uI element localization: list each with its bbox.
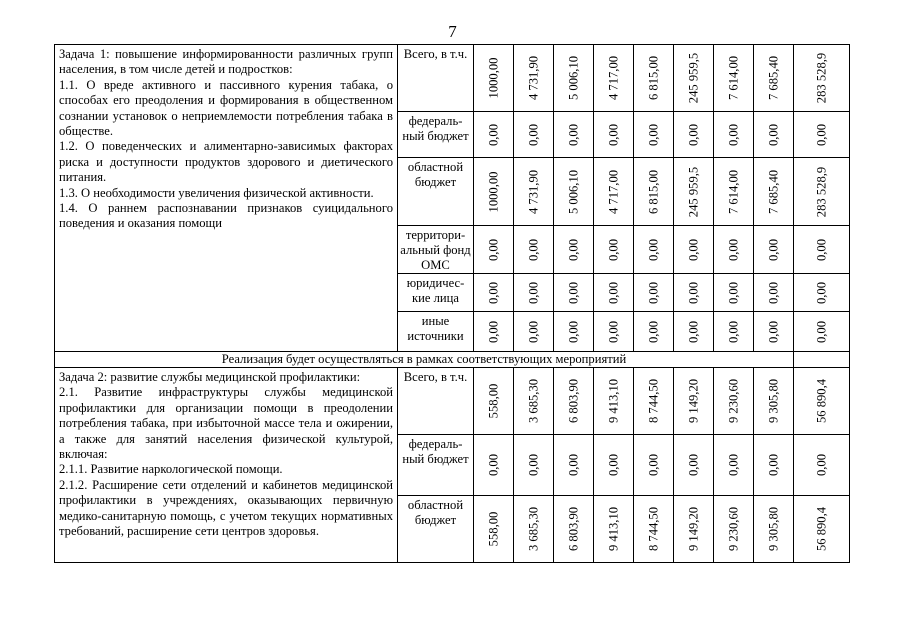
value-cell (514, 312, 554, 352)
value-text: 5 006,10 (566, 55, 580, 101)
value-cell (714, 274, 754, 312)
value-text: 9 305,80 (766, 506, 780, 552)
task2-description (55, 368, 398, 563)
value-text: 0,00 (606, 453, 620, 477)
task1-section (55, 45, 850, 352)
value-text: 0,00 (486, 238, 500, 261)
value-cell (594, 496, 634, 563)
value-text: 6 803,90 (566, 378, 580, 424)
value-text: 283 528,9 (814, 166, 828, 217)
value-text: 4 731,90 (526, 55, 540, 101)
funding-source-cell: юридичес-кие лица (398, 274, 474, 312)
value-text: 0,00 (486, 320, 500, 343)
value-cell (674, 45, 714, 112)
value-text: 0,00 (486, 123, 500, 146)
task2-section (55, 368, 850, 563)
value-cell (794, 45, 850, 112)
value-text: 0,00 (646, 281, 660, 304)
value-text: 0,00 (814, 123, 828, 146)
value-text: 0,00 (686, 238, 700, 261)
value-cell (594, 312, 634, 352)
value-cell (634, 496, 674, 563)
value-text: 3 685,30 (526, 378, 540, 424)
value-cell (634, 435, 674, 496)
value-cell (554, 158, 594, 226)
value-cell (474, 274, 514, 312)
value-text: 9 413,10 (606, 506, 620, 552)
value-cell (754, 274, 794, 312)
value-cell (634, 274, 674, 312)
value-text: 3 685,30 (526, 506, 540, 552)
value-cell (714, 45, 754, 112)
value-text: 0,00 (686, 320, 700, 343)
value-cell (594, 226, 634, 274)
value-cell (674, 226, 714, 274)
value-text: 1000,00 (486, 171, 500, 212)
value-cell (754, 435, 794, 496)
value-text: 0,00 (566, 123, 580, 146)
value-cell (594, 368, 634, 435)
budget-table (54, 44, 850, 563)
value-cell (554, 112, 594, 158)
value-cell (474, 112, 514, 158)
funding-source-cell: федераль-ный бюджет (398, 112, 474, 158)
funding-source-cell: территори-альный фонд ОМС (398, 226, 474, 274)
value-text: 0,00 (726, 238, 740, 261)
funding-source-cell: областной бюджет (398, 496, 474, 563)
value-cell (674, 274, 714, 312)
value-text: 6 803,90 (566, 506, 580, 552)
value-cell (794, 226, 850, 274)
value-text: 0,00 (526, 123, 540, 146)
value-text: 0,00 (814, 238, 828, 261)
value-cell (754, 368, 794, 435)
value-text: 5 006,10 (566, 169, 580, 214)
funding-source-cell: областной бюджет (398, 158, 474, 226)
value-text: 558,00 (486, 511, 500, 547)
separator-row (55, 352, 850, 368)
value-text: 0,00 (606, 320, 620, 343)
budget-row (55, 45, 850, 112)
value-cell (474, 226, 514, 274)
value-cell (794, 274, 850, 312)
task-line: 1.2. О поведенческих и алиментарно-зависимых факторах риска и доступности продуктов здорового и диетического питания. (59, 139, 393, 185)
value-text: 9 149,20 (686, 378, 700, 424)
value-cell (754, 312, 794, 352)
value-text: 0,00 (566, 320, 580, 343)
value-text: 0,00 (526, 453, 540, 477)
value-cell (714, 496, 754, 563)
value-cell (554, 496, 594, 563)
value-text: 283 528,9 (814, 52, 828, 104)
task1-description (55, 45, 398, 352)
value-text: 0,00 (566, 238, 580, 261)
value-cell (594, 274, 634, 312)
value-text: 0,00 (606, 281, 620, 304)
task-line: 1.1. О вреде активного и пассивного курения табака, о способах его преодоления и формирования в общественном сознании установок о неприемлемости потребления табака в обществе. (59, 77, 393, 139)
value-cell (514, 368, 554, 435)
value-cell (554, 274, 594, 312)
value-cell (794, 435, 850, 496)
value-text: 0,00 (646, 238, 660, 261)
value-cell (594, 112, 634, 158)
value-text: 558,00 (486, 383, 500, 419)
value-text: 0,00 (766, 320, 780, 343)
value-text: 0,00 (646, 453, 660, 477)
value-text: 0,00 (814, 453, 828, 477)
value-cell (674, 158, 714, 226)
funding-source-cell: федераль-ный бюджет (398, 435, 474, 496)
task-line: 2.1. Развитие инфраструктуры службы медицинской профилактики для организации помощи в преодолении потребления табака, при избыточной массе тела и ожирении, а также для занятий населения физической культурой, включая: (59, 385, 393, 462)
value-cell (634, 112, 674, 158)
value-cell (754, 112, 794, 158)
separator-empty-cell (794, 352, 850, 368)
value-cell (754, 496, 794, 563)
value-text: 0,00 (486, 453, 500, 477)
value-text: 0,00 (686, 123, 700, 146)
value-text: 6 815,00 (646, 55, 660, 101)
value-text: 4 731,90 (526, 169, 540, 214)
value-cell (594, 158, 634, 226)
value-cell (514, 435, 554, 496)
funding-source-cell: Всего, в т.ч. (398, 45, 474, 112)
value-cell (474, 312, 514, 352)
value-cell (794, 112, 850, 158)
value-cell (554, 45, 594, 112)
value-text: 0,00 (686, 281, 700, 304)
value-text: 4 717,00 (606, 55, 620, 101)
value-text: 9 305,80 (766, 378, 780, 424)
value-cell (634, 45, 674, 112)
value-text: 0,00 (566, 453, 580, 477)
value-text: 1000,00 (486, 57, 500, 99)
value-cell (474, 368, 514, 435)
value-cell (674, 112, 714, 158)
value-text: 7 685,40 (766, 55, 780, 101)
value-cell (714, 435, 754, 496)
value-cell (514, 158, 554, 226)
task-line: Задача 2: развитие службы медицинской профилактики: (59, 370, 361, 384)
value-cell (674, 368, 714, 435)
value-cell (514, 496, 554, 563)
value-cell (554, 368, 594, 435)
value-cell (634, 368, 674, 435)
funding-source-cell: иные источники (398, 312, 474, 352)
task-line: 2.1.2. Расширение сети отделений и кабинетов медицинской профилактики в учреждениях, оказывающих первичную медико-санитарную помощь, с учетом текущих нормативных требований, расширение сети центров здоровья. (59, 477, 393, 539)
task-line: 2.1.1. Развитие наркологической помощи. (59, 462, 283, 477)
value-text: 9 230,60 (726, 506, 740, 552)
value-cell (474, 158, 514, 226)
value-text: 56 890,4 (814, 506, 828, 552)
value-cell (554, 312, 594, 352)
value-text: 8 744,50 (646, 506, 660, 552)
value-text: 0,00 (526, 281, 540, 304)
task-line: 1.4. О раннем распознавании признаков суицидального поведения и оказания помощи (59, 201, 393, 231)
value-text: 9 149,20 (686, 506, 700, 552)
value-text: 0,00 (726, 453, 740, 477)
value-cell (474, 496, 514, 563)
value-cell (474, 45, 514, 112)
value-cell (714, 226, 754, 274)
value-text: 9 413,10 (606, 378, 620, 424)
value-cell (714, 112, 754, 158)
value-cell (714, 312, 754, 352)
value-text: 56 890,4 (814, 378, 828, 424)
value-cell (754, 226, 794, 274)
value-cell (674, 312, 714, 352)
task-line: 1.3. О необходимости увеличения физической активности. (59, 185, 374, 200)
task-line: Задача 1: повышение информированности различных групп населения, в том числе детей и подростков: (59, 47, 393, 77)
value-text: 0,00 (814, 320, 828, 343)
value-cell (794, 496, 850, 563)
value-cell (674, 496, 714, 563)
value-text: 0,00 (726, 281, 740, 304)
value-cell (794, 158, 850, 226)
value-cell (514, 274, 554, 312)
value-text: 7 614,00 (726, 55, 740, 101)
value-cell (634, 226, 674, 274)
value-text: 0,00 (766, 281, 780, 304)
value-cell (714, 368, 754, 435)
value-cell (754, 45, 794, 112)
value-cell (634, 312, 674, 352)
value-text: 0,00 (646, 320, 660, 343)
funding-source-cell: Всего, в т.ч. (398, 368, 474, 435)
value-text: 8 744,50 (646, 378, 660, 424)
value-text: 9 230,60 (726, 378, 740, 424)
value-text: 7 685,40 (766, 169, 780, 214)
value-text: 0,00 (526, 320, 540, 343)
value-cell (554, 435, 594, 496)
separator-note: Реализация будет осуществляться в рамках соответствующих мероприятий (55, 352, 794, 368)
value-text: 0,00 (726, 123, 740, 146)
value-cell (514, 45, 554, 112)
value-text: 0,00 (726, 320, 740, 343)
value-text: 0,00 (606, 238, 620, 261)
value-cell (594, 45, 634, 112)
value-text: 0,00 (766, 123, 780, 146)
value-text: 4 717,00 (606, 169, 620, 214)
value-cell (754, 158, 794, 226)
value-text: 245 959,5 (686, 52, 700, 104)
value-cell (554, 226, 594, 274)
value-text: 0,00 (566, 281, 580, 304)
value-cell (594, 435, 634, 496)
value-cell (514, 226, 554, 274)
value-text: 0,00 (766, 453, 780, 477)
value-text: 6 815,00 (646, 169, 660, 214)
value-cell (514, 112, 554, 158)
value-cell (674, 435, 714, 496)
value-text: 0,00 (526, 238, 540, 261)
value-cell (794, 368, 850, 435)
value-text: 7 614,00 (726, 169, 740, 214)
value-text: 0,00 (646, 123, 660, 146)
value-text: 0,00 (814, 281, 828, 304)
value-text: 245 959,5 (686, 166, 700, 217)
page-number: 7 (448, 22, 457, 41)
value-cell (714, 158, 754, 226)
budget-row (55, 368, 850, 435)
value-cell (634, 158, 674, 226)
value-text: 0,00 (486, 281, 500, 304)
value-cell (474, 435, 514, 496)
value-text: 0,00 (766, 238, 780, 261)
value-text: 0,00 (606, 123, 620, 146)
value-text: 0,00 (686, 453, 700, 477)
value-cell (794, 312, 850, 352)
